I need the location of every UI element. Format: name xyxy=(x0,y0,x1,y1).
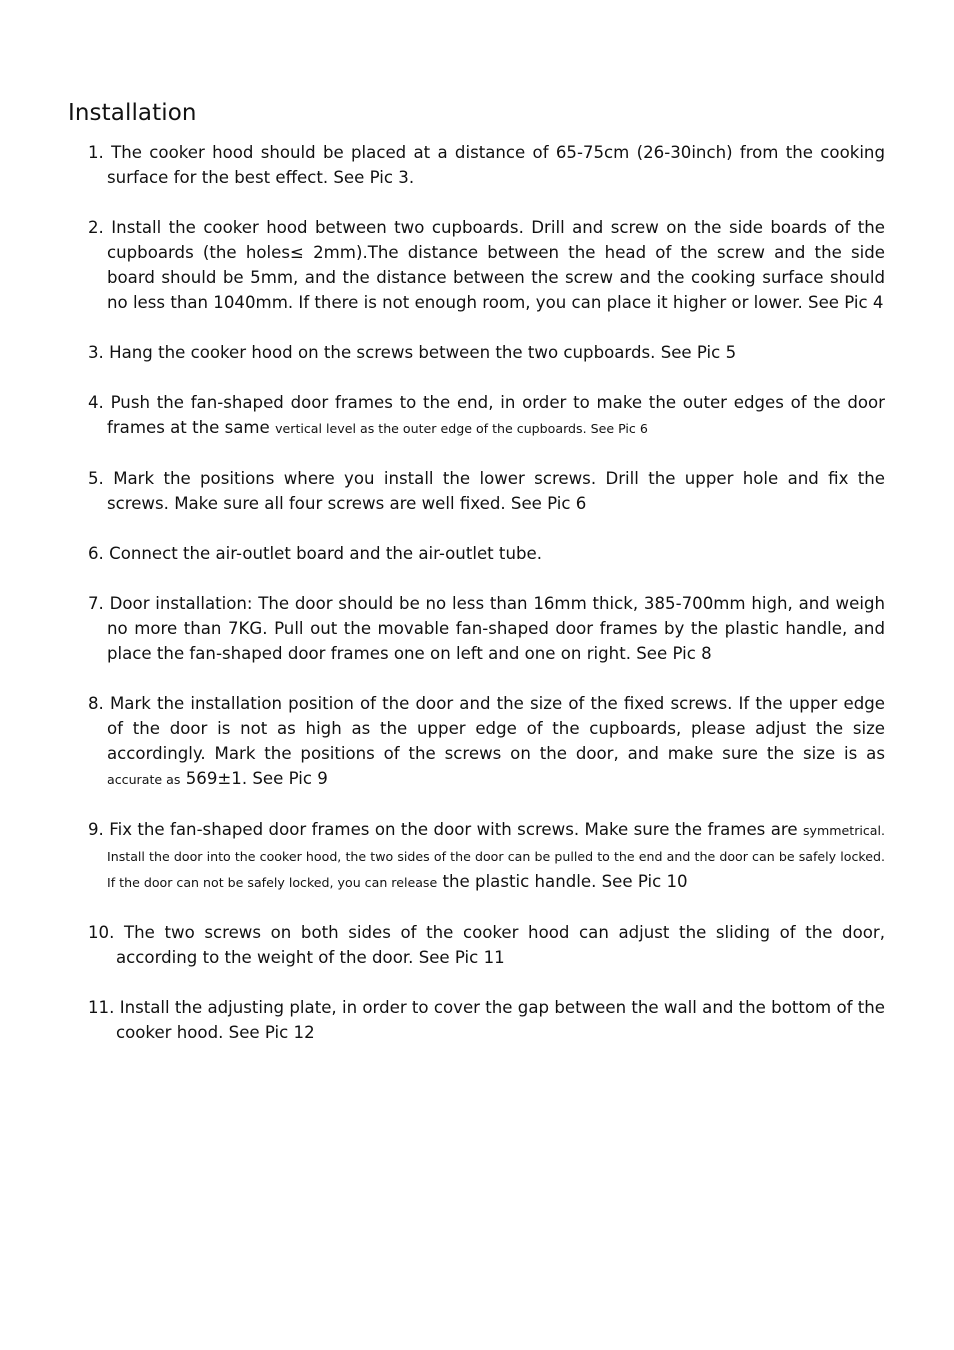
step-number: 11. xyxy=(88,998,115,1017)
step-2 xyxy=(88,215,885,315)
step-3 xyxy=(88,340,885,365)
step-8 xyxy=(88,691,885,792)
step-text: Push the fan-shaped door frames to the end, in order to make the outer edges of the door frames at the same xyxy=(107,393,885,437)
step-text: Fix the fan-shaped door frames on the door with screws. Make sure the frames are xyxy=(109,820,798,839)
step-number: 10. xyxy=(88,923,115,942)
step-10 xyxy=(88,920,885,970)
step-number: 3. xyxy=(88,343,104,362)
step-number: 9. xyxy=(88,820,104,839)
step-text: Mark the installation position of the door and the size of the fixed screws. If the upper edge of the door is not as high as the upper edge of the cupboards, please adjust the size accordingly. Mark the positions of the screws on the door, and make sure the size is as xyxy=(107,694,885,763)
step-text: Hang the cooker hood on the screws between the two cupboards. See Pic 5 xyxy=(109,343,737,362)
step-text: Connect the air-outlet board and the air-outlet tube. xyxy=(109,544,542,563)
step-6 xyxy=(88,541,885,566)
step-text: The cooker hood should be placed at a distance of 65-75cm (26-30inch) from the cooking surface for the best effect. See Pic 3. xyxy=(107,143,885,187)
step-number: 1. xyxy=(88,143,104,162)
step-number: 2. xyxy=(88,218,104,237)
step-text: Door installation: The door should be no less than 16mm thick, 385-700mm high, and weigh no more than 7KG. Pull out the movable fan-shaped door frames by the plastic handle, and place the fan-shaped door frames one on left and one on right. See Pic 8 xyxy=(107,594,885,663)
step-number: 7. xyxy=(88,594,104,613)
step-text: Mark the positions where you install the lower screws. Drill the upper hole and fix the screws. Make sure all four screws are well fixed. See Pic 6 xyxy=(107,469,885,513)
step-number: 5. xyxy=(88,469,104,488)
step-1 xyxy=(88,140,885,190)
step-4 xyxy=(88,390,885,441)
step-9 xyxy=(88,817,885,895)
step-text: Install the cooker hood between two cupboards. Drill and screw on the side boards of the cupboards (the holes≤ 2mm).The distance between the head of the screw and the side board should be 5mm, and the distance between the screw and the cooking surface should no less than 1040mm. If there is not enough room, you can place it higher or lower. See Pic 4 xyxy=(107,218,885,312)
step-text-end: the plastic handle. See Pic 10 xyxy=(442,872,688,891)
step-11 xyxy=(88,995,885,1045)
step-text: Install the adjusting plate, in order to cover the gap between the wall and the bottom of the cooker hood. See Pic 12 xyxy=(116,998,886,1042)
step-number: 4. xyxy=(88,393,104,412)
page-title: Installation xyxy=(68,100,197,126)
step-text: The two screws on both sides of the cooker hood can adjust the sliding of the door, according to the weight of the door. See Pic 11 xyxy=(116,923,885,967)
step-7 xyxy=(88,591,885,666)
step-small-text: symmetrical. Install the door into the cooker hood, the two sides of the door can be pulled to the end and the door can be safely locked. If the door can not be safely locked, you can release xyxy=(107,823,886,890)
step-text-end: 569±1. See Pic 9 xyxy=(185,769,328,788)
installation-steps xyxy=(88,140,885,1070)
step-5 xyxy=(88,466,885,516)
step-small-text: accurate as xyxy=(107,772,181,787)
step-number: 6. xyxy=(88,544,104,563)
step-small-text: vertical level as the outer edge of the cupboards. See Pic 6 xyxy=(275,421,648,436)
step-number: 8. xyxy=(88,694,104,713)
